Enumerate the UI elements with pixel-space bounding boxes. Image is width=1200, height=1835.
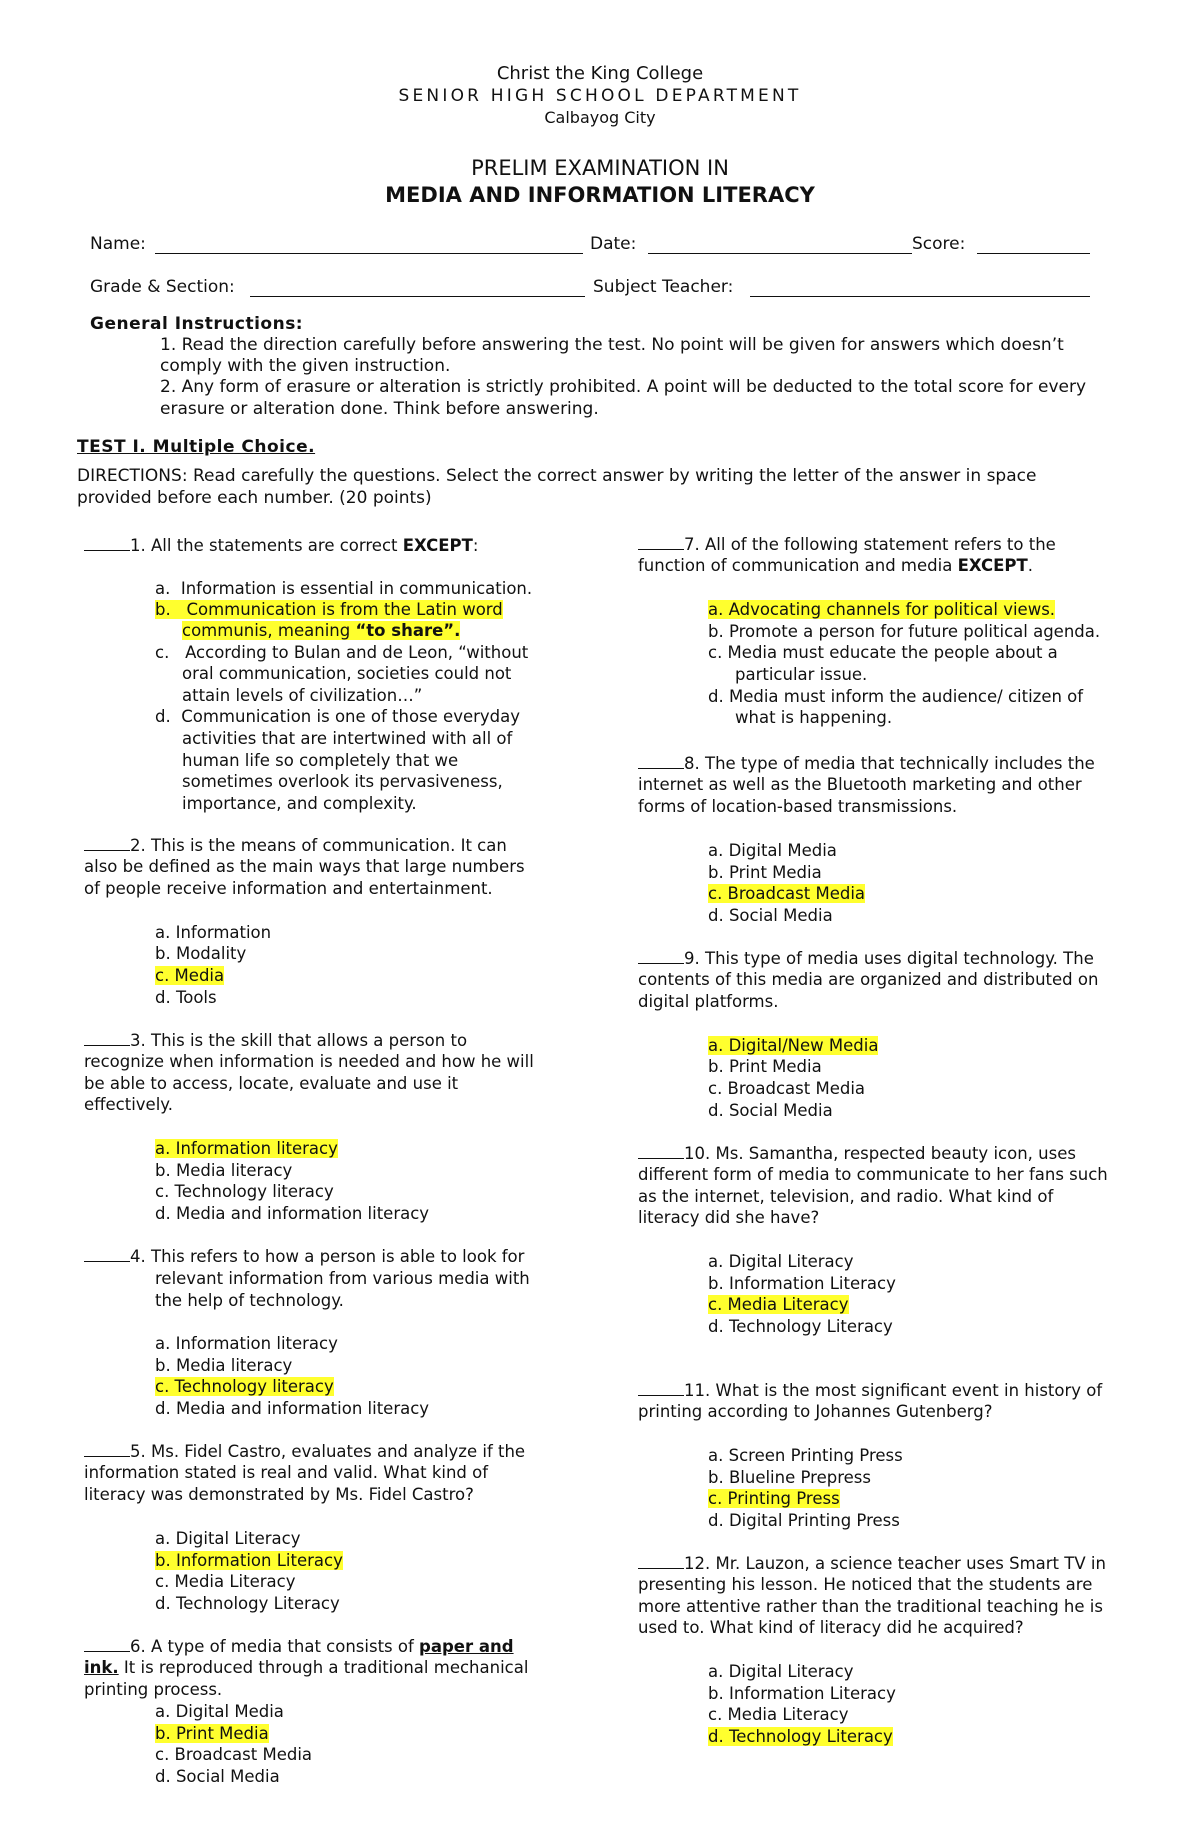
- q7-option-c-line2: particular issue.: [735, 665, 868, 684]
- q7-option-c: c. Media must educate the people about a: [708, 643, 1058, 662]
- grade-section-label: Grade & Section:: [90, 277, 235, 297]
- q1-option-d-line4: sometimes overlook its pervasiveness,: [182, 772, 503, 791]
- question-text: It is reproduced through a traditional mechanical: [118, 1658, 529, 1678]
- answer-blank[interactable]: [638, 754, 684, 769]
- option-highlight: a. Advocating channels for political views.: [708, 600, 1056, 619]
- question-text: information stated is real and valid. What kind of: [84, 1463, 489, 1483]
- question-text-tail: .: [1027, 556, 1033, 576]
- option-text: According to Bulan and de Leon, “without: [185, 643, 529, 662]
- instruction-1-line1: 1. Read the direction carefully before answering the test. No point will be given for answers which doesn’t: [160, 335, 1064, 355]
- q1-option-d-line5: importance, and complexity.: [182, 794, 417, 813]
- exam-title-line2: MEDIA AND INFORMATION LITERACY: [385, 183, 815, 207]
- question-text: printing process.: [84, 1679, 223, 1699]
- q4-option-c: [155, 1376, 334, 1397]
- name-line[interactable]: [155, 237, 583, 254]
- q4-option-d: d. Media and information literacy: [155, 1399, 430, 1418]
- question-text: function of communication and media: [638, 556, 958, 576]
- q4-line2: relevant information from various media with: [155, 1269, 530, 1288]
- question-10: [638, 1143, 1108, 1229]
- q10-option-a: a. Digital Literacy: [708, 1252, 854, 1271]
- q1-option-c: c. According to Bulan and de Leon, “without: [155, 643, 529, 662]
- question-emphasis: EXCEPT: [957, 556, 1028, 576]
- question-text: different form of media to communicate to her fans such: [638, 1165, 1108, 1185]
- question-text: printing according to Johannes Gutenberg?: [638, 1402, 993, 1422]
- option-highlight: c. Technology literacy: [155, 1377, 334, 1396]
- question-text: digital platforms.: [638, 991, 779, 1011]
- option-highlight: d. Technology Literacy: [708, 1727, 893, 1746]
- answer-blank[interactable]: [638, 1144, 684, 1159]
- score-line[interactable]: [977, 237, 1090, 254]
- question-6: [84, 1636, 528, 1700]
- question-emphasis: paper and: [419, 1637, 514, 1656]
- option-highlight: b. Communication is from the Latin word: [155, 600, 503, 619]
- question-emphasis: ink.: [84, 1658, 119, 1678]
- option-highlight: a. Digital/New Media: [708, 1036, 879, 1055]
- question-emphasis: EXCEPT: [402, 536, 473, 555]
- answer-blank[interactable]: [638, 949, 684, 964]
- answer-blank[interactable]: [84, 836, 130, 851]
- option-highlight: c. Media: [155, 966, 225, 985]
- subject-teacher-label: Subject Teacher:: [593, 277, 734, 297]
- q2-option-d: d. Tools: [155, 988, 217, 1007]
- q7-option-b: b. Promote a person for future political agenda.: [708, 622, 1101, 641]
- question-1: [84, 535, 478, 556]
- question-text: forms of location-based transmissions.: [638, 796, 958, 816]
- answer-blank[interactable]: [84, 1031, 130, 1046]
- question-text: effectively.: [84, 1095, 173, 1115]
- q4-option-a: a. Information literacy: [155, 1334, 338, 1353]
- question-text: internet as well as the Bluetooth marketing and other: [638, 775, 1082, 795]
- q10-option-c: [708, 1294, 849, 1315]
- option-highlight: [182, 621, 460, 640]
- q9-option-c: c. Broadcast Media: [708, 1079, 866, 1098]
- q5-option-d: d. Technology Literacy: [155, 1594, 340, 1613]
- option-highlight: c. Media Literacy: [708, 1295, 849, 1314]
- q11-option-a: a. Screen Printing Press: [708, 1446, 903, 1465]
- q1-option-d-line3: human life so completely that we: [182, 751, 459, 770]
- answer-blank[interactable]: [84, 1637, 130, 1652]
- question-text: 11. What is the most significant event in history of: [684, 1381, 1103, 1400]
- question-text: 2. This is the means of communication. It can: [130, 836, 507, 855]
- question-3: [84, 1030, 534, 1116]
- question-text: 3. This is the skill that allows a person to: [130, 1031, 468, 1050]
- q1-option-a: a. Information is essential in communication.: [155, 579, 533, 598]
- answer-blank[interactable]: [638, 1554, 684, 1569]
- q6-option-d: d. Social Media: [155, 1767, 280, 1786]
- option-text: communis, meaning: [182, 621, 356, 640]
- question-text: 9. This type of media uses digital technology. The: [684, 949, 1094, 968]
- option-highlight: b. Print Media: [155, 1724, 269, 1743]
- question-8: [638, 753, 1095, 817]
- q11-option-c: [708, 1488, 840, 1509]
- q12-option-a: a. Digital Literacy: [708, 1662, 854, 1681]
- test-title: TEST I. Multiple Choice.: [77, 437, 316, 457]
- option-text: Information is essential in communication.: [180, 579, 533, 598]
- instruction-2-line1: 2. Any form of erasure or alteration is strictly prohibited. A point will be deducted to the total score for every: [160, 377, 1087, 397]
- question-2: [84, 835, 525, 899]
- instructions-title: General Instructions:: [90, 314, 304, 334]
- question-text-tail: :: [472, 536, 479, 555]
- q7-option-a: [708, 599, 1055, 620]
- option-highlight: c. Printing Press: [708, 1489, 840, 1508]
- question-text: 10. Ms. Samantha, respected beauty icon, uses: [684, 1144, 1076, 1163]
- q3-option-d: d. Media and information literacy: [155, 1204, 430, 1223]
- q2-option-a: a. Information: [155, 923, 272, 942]
- question-text: be able to access, locate, evaluate and use it: [84, 1073, 459, 1093]
- q2-option-b: b. Modality: [155, 944, 247, 963]
- question-12: [638, 1553, 1106, 1639]
- question-text: 6. A type of media that consists of: [130, 1637, 420, 1656]
- question-text: 4. This refers to how a person is able to look for: [130, 1247, 525, 1266]
- option-highlight: a. Information literacy: [155, 1139, 338, 1158]
- q8-option-b: b. Print Media: [708, 863, 822, 882]
- question-text: 8. The type of media that technically includes the: [684, 754, 1095, 773]
- q2-option-c: [155, 965, 224, 986]
- directions-line1: DIRECTIONS: Read carefully the questions. Select the correct answer by writing the letter of the answer in space: [77, 466, 1037, 486]
- answer-blank[interactable]: [84, 1442, 130, 1457]
- q1-option-b-cont: [182, 620, 460, 641]
- subject-teacher-line[interactable]: [750, 280, 1090, 297]
- q1-option-d-line2: activities that are intertwined with all of: [182, 729, 513, 748]
- question-text: 5. Ms. Fidel Castro, evaluates and analyze if the: [130, 1442, 526, 1461]
- answer-blank[interactable]: [638, 1381, 684, 1396]
- q9-option-a: [708, 1035, 878, 1056]
- question-text: used to. What kind of literacy did he acquired?: [638, 1618, 1024, 1638]
- option-text: Communication is one of those everyday: [181, 707, 521, 726]
- q9-option-d: d. Social Media: [708, 1101, 833, 1120]
- grade-section-line[interactable]: [250, 280, 585, 297]
- q9-option-b: b. Print Media: [708, 1057, 822, 1076]
- answer-blank[interactable]: [638, 535, 684, 550]
- q12-option-b: b. Information Literacy: [708, 1684, 896, 1703]
- question-11: [638, 1380, 1102, 1423]
- question-text: as the internet, television, and radio. What kind of: [638, 1186, 1054, 1206]
- answer-blank[interactable]: [84, 536, 130, 551]
- q12-option-c: c. Media Literacy: [708, 1705, 849, 1724]
- question-text: literacy did she have?: [638, 1208, 820, 1228]
- school-name: Christ the King College: [496, 63, 704, 84]
- question-7: [638, 534, 1056, 577]
- date-line[interactable]: [648, 237, 912, 254]
- question-text: contents of this media are organized and distributed on: [638, 970, 1099, 990]
- q7-option-d: d. Media must inform the audience/ citizen of: [708, 687, 1084, 706]
- q11-option-b: b. Blueline Prepress: [708, 1468, 871, 1487]
- q3-option-b: b. Media literacy: [155, 1161, 293, 1180]
- option-emphasis: “to share”.: [355, 621, 461, 640]
- q6-option-a: a. Digital Media: [155, 1702, 284, 1721]
- question-text: also be defined as the main ways that large numbers: [84, 857, 525, 877]
- question-text: more attentive rather than the traditional teaching he is: [638, 1596, 1103, 1616]
- instruction-2-line2: erasure or alteration done. Think before answering.: [160, 399, 599, 419]
- q3-option-c: c. Technology literacy: [155, 1182, 334, 1201]
- q6-option-b: [155, 1723, 269, 1744]
- q5-option-c: c. Media Literacy: [155, 1572, 296, 1591]
- q10-option-b: b. Information Literacy: [708, 1274, 896, 1293]
- question-text: of people receive information and entertainment.: [84, 878, 493, 898]
- q10-option-d: d. Technology Literacy: [708, 1317, 893, 1336]
- option-highlight: b. Information Literacy: [155, 1551, 343, 1570]
- question-5: [84, 1441, 525, 1505]
- q1-option-d: d. Communication is one of those everyday: [155, 707, 521, 726]
- question-text: 7. All of the following statement refers to the: [684, 535, 1056, 554]
- q8-option-c: [708, 883, 865, 904]
- question-4: [84, 1246, 524, 1267]
- question-9: [638, 948, 1098, 1012]
- test-directions: [77, 465, 1137, 509]
- date-label: Date:: [590, 234, 637, 254]
- option-highlight: c. Broadcast Media: [708, 884, 866, 903]
- city-name: Calbayog City: [544, 108, 656, 127]
- question-text: recognize when information is needed and how he will: [84, 1052, 534, 1072]
- q1-option-c-line2: oral communication, societies could not: [182, 664, 512, 683]
- question-text: 12. Mr. Lauzon, a science teacher uses Smart TV in: [684, 1554, 1106, 1573]
- q1-option-c-line3: attain levels of civilization…”: [182, 686, 423, 705]
- score-label: Score:: [912, 234, 966, 254]
- name-label: Name:: [90, 234, 146, 254]
- q3-option-a: [155, 1138, 338, 1159]
- department-name: SENIOR HIGH SCHOOL DEPARTMENT: [398, 86, 802, 106]
- exam-title-line1: PRELIM EXAMINATION IN: [471, 156, 729, 180]
- instruction-1-line2: comply with the given instruction.: [160, 356, 451, 376]
- question-text: literacy was demonstrated by Ms. Fidel Castro?: [84, 1484, 474, 1504]
- q4-option-b: b. Media literacy: [155, 1356, 293, 1375]
- q5-option-a: a. Digital Literacy: [155, 1529, 301, 1548]
- q8-option-a: a. Digital Media: [708, 841, 837, 860]
- directions-line2: provided before each number. (20 points): [77, 488, 432, 509]
- q4-line3: the help of technology.: [155, 1291, 344, 1310]
- option-text: Communication is from the Latin word: [186, 600, 503, 619]
- answer-blank[interactable]: [84, 1247, 130, 1262]
- question-text: 1. All the statements are correct: [130, 536, 403, 555]
- question-text: presenting his lesson. He noticed that the students are: [638, 1575, 1093, 1595]
- q1-option-b: [155, 599, 503, 620]
- q5-option-b: [155, 1550, 343, 1571]
- q7-option-d-line2: what is happening.: [735, 708, 893, 727]
- q6-option-c: c. Broadcast Media: [155, 1745, 313, 1764]
- q8-option-d: d. Social Media: [708, 906, 833, 925]
- q11-option-d: d. Digital Printing Press: [708, 1511, 900, 1530]
- q12-option-d: [708, 1726, 893, 1747]
